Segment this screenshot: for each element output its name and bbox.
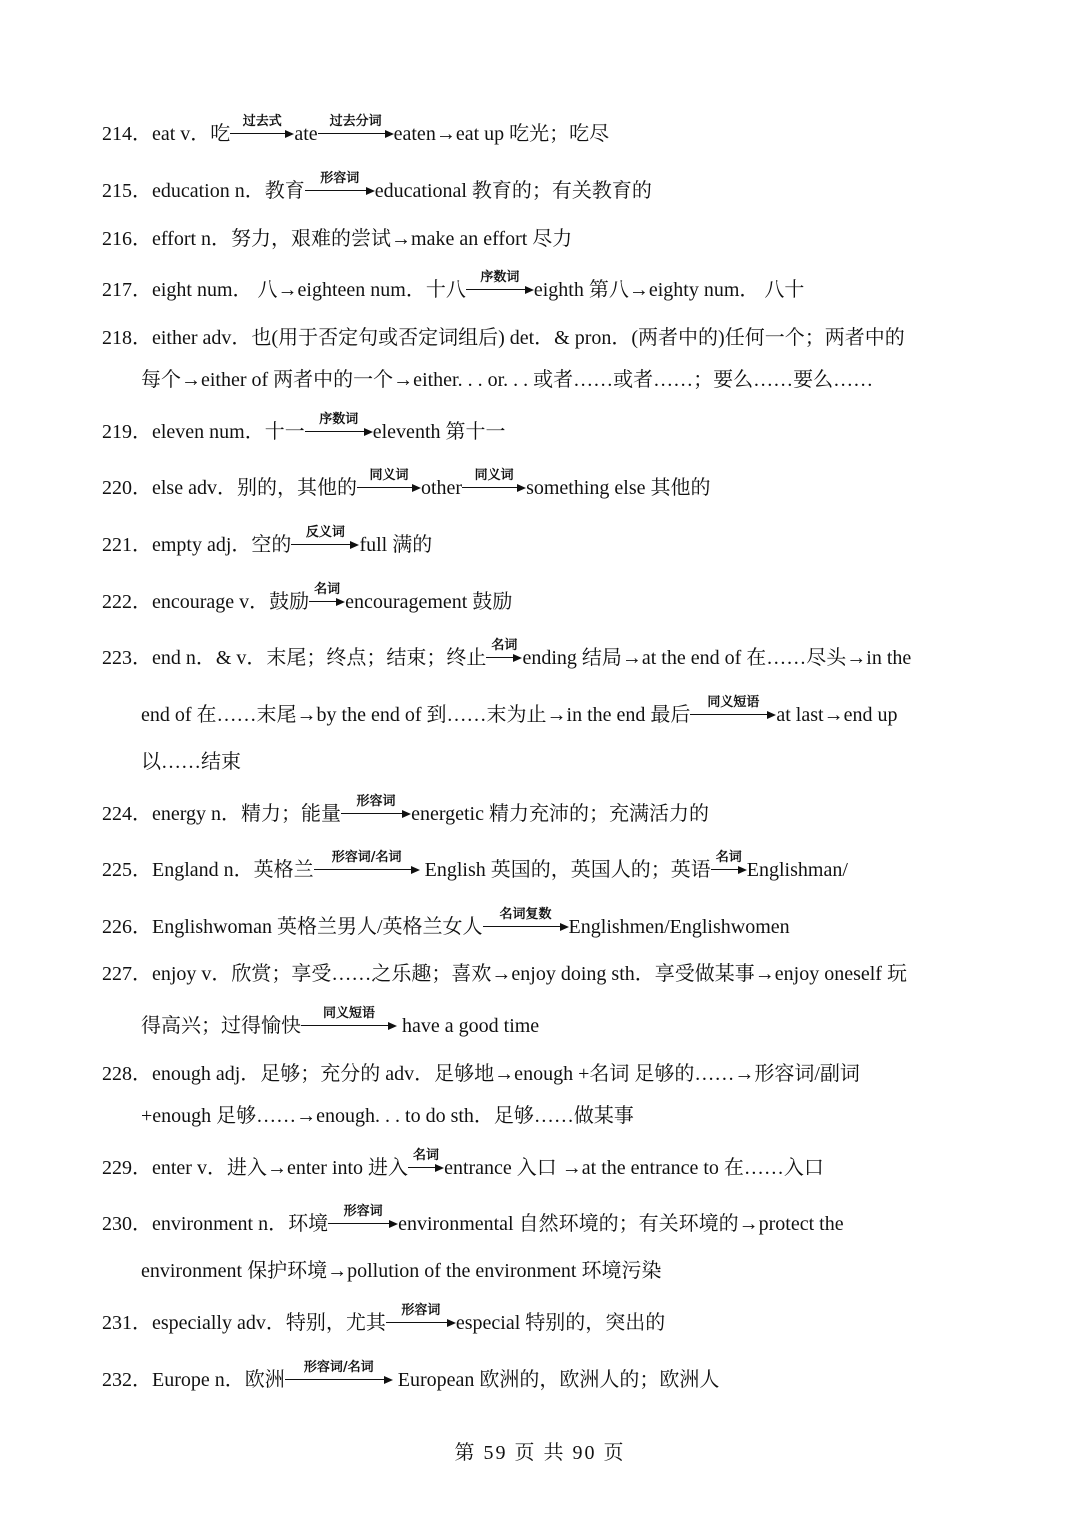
entry-line	[102, 412, 506, 444]
entry-text: 230．environment n．环境	[102, 1213, 329, 1235]
arrow-relation	[711, 850, 747, 876]
entry-text: full 满的	[359, 534, 433, 556]
entry-text: something else 其他的	[526, 477, 711, 499]
arrow-relation	[328, 1204, 398, 1230]
entry-text: 214．eat v．吃	[102, 123, 231, 145]
entry-continuation-line	[141, 695, 898, 727]
entry-text: eighth 第八→eighty num． 八十	[533, 279, 805, 301]
entry-continuation-line	[141, 368, 873, 392]
entry-text: 以……结束	[141, 751, 241, 773]
arrow-label: 同义词	[474, 468, 514, 483]
arrow-label: 反义词	[305, 525, 345, 540]
arrow-shaft	[309, 601, 338, 602]
entry-text: 228．enough adj．足够；充分的 adv．足够地→enough +名词 足够的……→形容词/副词	[102, 1063, 860, 1085]
entry-line	[102, 1062, 860, 1086]
arrow-label: 名词	[491, 638, 518, 653]
entry-text: European 欧洲的，欧洲人的；欧洲人	[392, 1369, 720, 1391]
arrow-shaft	[690, 714, 769, 715]
arrow-head-icon	[384, 1376, 393, 1384]
entry-text: 220．else adv．别的，其他的	[102, 477, 357, 499]
arrow-relation	[486, 638, 522, 664]
arrow-relation	[305, 412, 373, 438]
entry-text: 每个→either of 两者中的一个→either. . . or. . . 或者……或者……；要么……要么……	[141, 369, 874, 391]
arrow-shaft	[462, 487, 519, 488]
arrow-relation	[314, 850, 420, 876]
arrow-shaft	[483, 926, 562, 927]
arrow-relation	[318, 114, 394, 140]
entry-text: ate	[294, 123, 318, 145]
arrow-head-icon	[447, 1319, 456, 1327]
entry-line	[102, 270, 805, 302]
entry-text: 222．encourage v．鼓励	[102, 591, 310, 613]
entry-text: 224．energy n．精力；能量	[102, 803, 342, 825]
entry-text: English 英国的，英国人的；英语	[419, 859, 711, 881]
entry-continuation-line	[141, 1259, 662, 1283]
arrow-shaft	[486, 657, 515, 658]
entry-text: end of 在……末尾→by the end of 到……末为止→in the end 最后	[141, 704, 691, 726]
entry-continuation-line	[141, 750, 241, 774]
arrow-shaft	[318, 133, 387, 134]
arrow-relation	[466, 270, 534, 296]
arrow-shaft	[230, 133, 287, 134]
arrow-shaft	[408, 1167, 437, 1168]
arrow-head-icon	[389, 1220, 398, 1228]
arrow-label: 同义词	[369, 468, 409, 483]
entry-text: 232．Europe n．欧洲	[102, 1369, 285, 1391]
arrow-relation	[285, 1360, 393, 1386]
arrow-relation	[291, 525, 359, 551]
arrow-shaft	[314, 869, 413, 870]
arrow-head-icon	[513, 654, 522, 662]
arrow-relation	[462, 468, 526, 494]
arrow-head-icon	[517, 484, 526, 492]
arrow-head-icon	[364, 428, 373, 436]
entry-text: 223．end n．& v．末尾；终点；结束；终止	[102, 647, 487, 669]
arrow-head-icon	[435, 1164, 444, 1172]
arrow-relation	[305, 171, 375, 197]
arrow-label: 名词	[314, 582, 341, 597]
entry-text: 215．education n．教育	[102, 180, 305, 202]
arrow-head-icon	[738, 866, 747, 874]
arrow-head-icon	[412, 484, 421, 492]
arrow-shaft	[291, 544, 352, 545]
arrow-label: 形容词	[320, 171, 360, 186]
entry-text: Englishman/	[746, 859, 848, 881]
arrow-label: 过去式	[242, 114, 282, 129]
entry-line	[102, 468, 711, 500]
arrow-label: 形容词/名词	[303, 1360, 374, 1375]
arrow-shaft	[285, 1379, 386, 1380]
arrow-shaft	[305, 431, 366, 432]
entry-text: 226．Englishwoman 英格兰男人/英格兰女人	[102, 916, 483, 938]
arrow-shaft	[386, 1322, 449, 1323]
entry-text: 227．enjoy v．欣赏；享受……之乐趣；喜欢→enjoy doing sth．享受做某事→enjoy oneself 玩	[102, 963, 907, 985]
arrow-relation	[408, 1148, 444, 1174]
arrow-label: 同义短语	[322, 1006, 375, 1021]
arrow-relation	[309, 582, 345, 608]
arrow-label: 同义短语	[707, 695, 760, 710]
entry-line	[102, 907, 790, 939]
arrow-head-icon	[525, 286, 534, 294]
arrow-relation	[341, 794, 411, 820]
entry-line	[102, 582, 513, 614]
entry-line	[102, 171, 652, 203]
entry-line	[102, 1204, 844, 1236]
entry-text: other	[420, 477, 463, 499]
arrow-shaft	[301, 1025, 390, 1026]
arrow-relation	[690, 695, 776, 721]
arrow-shaft	[357, 487, 414, 488]
entry-text: 得高兴；过得愉快	[141, 1015, 301, 1037]
arrow-label: 名词复数	[499, 907, 552, 922]
entry-text: 225．England n．英格兰	[102, 859, 314, 881]
arrow-head-icon	[767, 711, 776, 719]
arrow-head-icon	[285, 130, 294, 138]
entry-continuation-line	[141, 1006, 540, 1038]
entry-text: energetic 精力充沛的；充满活力的	[411, 803, 709, 825]
entry-text: 231．especially adv．特别，尤其	[102, 1312, 386, 1334]
arrow-relation	[386, 1303, 456, 1329]
arrow-head-icon	[402, 810, 411, 818]
entry-text: 216．effort n．努力，艰难的尝试→make an effort 尽力	[102, 228, 573, 250]
entry-text: 229．enter v．进入→enter into 进入	[102, 1157, 409, 1179]
entry-line	[102, 114, 610, 146]
entry-line	[102, 1360, 720, 1392]
arrow-head-icon	[411, 866, 420, 874]
entry-line	[102, 794, 709, 826]
entry-line	[102, 326, 905, 350]
arrow-head-icon	[350, 541, 359, 549]
entry-text: encouragement 鼓励	[345, 591, 513, 613]
arrow-label: 名词	[715, 850, 742, 865]
arrow-head-icon	[388, 1022, 397, 1030]
arrow-relation	[483, 907, 569, 933]
entry-line	[102, 227, 572, 251]
arrow-shaft	[328, 1223, 391, 1224]
arrow-label: 序数词	[480, 270, 520, 285]
entry-text: 217．eight num． 八→eighteen num．十八	[102, 279, 466, 301]
entry-text: eaten→eat up 吃光；吃尽	[393, 123, 610, 145]
entry-line	[102, 1148, 824, 1180]
entry-line	[102, 850, 848, 882]
arrow-label: 形容词/名词	[331, 850, 402, 865]
arrow-shaft	[466, 289, 527, 290]
entry-text: environment 保护环境→pollution of the environment 环境污染	[141, 1260, 662, 1282]
arrow-shaft	[305, 190, 368, 191]
entry-text: ending 结局→at the end of 在……尽头→in the	[522, 647, 912, 669]
entry-line	[102, 962, 907, 986]
arrow-shaft	[341, 813, 404, 814]
arrow-relation	[301, 1006, 397, 1032]
arrow-relation	[230, 114, 294, 140]
entry-text: educational 教育的；有关教育的	[374, 180, 652, 202]
arrow-relation	[357, 468, 421, 494]
entry-text: 218．either adv．也(用于否定句或否定词组后) det．& pron．(两者中的)任何一个；两者中的	[102, 327, 905, 349]
entry-continuation-line	[141, 1104, 634, 1128]
entry-text: +enough 足够……→enough. . . to do sth．足够……做某事	[141, 1105, 634, 1127]
entry-text: 221．empty adj．空的	[102, 534, 292, 556]
page-footer: 第 59 页 共 90 页	[454, 1442, 626, 1464]
arrow-label: 名词	[413, 1148, 440, 1163]
arrow-head-icon	[336, 598, 345, 606]
arrow-label: 形容词	[401, 1303, 441, 1318]
entry-text: environmental 自然环境的；有关环境的→protect the	[398, 1213, 844, 1235]
arrow-head-icon	[385, 130, 394, 138]
entry-text: Englishmen/Englishwomen	[568, 916, 790, 938]
entry-line	[102, 525, 433, 557]
entry-text: entrance 入口 →at the entrance to 在……入口	[444, 1157, 824, 1179]
arrow-label: 序数词	[319, 412, 359, 427]
entry-line	[102, 1303, 666, 1335]
entry-text: eleventh 第十一	[372, 421, 506, 443]
arrow-head-icon	[366, 187, 375, 195]
entry-text: at last→end up	[776, 704, 898, 726]
arrow-head-icon	[560, 923, 569, 931]
arrow-label: 形容词	[343, 1204, 383, 1219]
entry-text: have a good time	[397, 1015, 540, 1037]
entry-text: especial 特别的，突出的	[455, 1312, 666, 1334]
arrow-shaft	[711, 869, 740, 870]
entry-text: 219．eleven num．十一	[102, 421, 305, 443]
arrow-label: 过去分词	[329, 114, 382, 129]
entry-line	[102, 638, 912, 670]
arrow-label: 形容词	[356, 794, 396, 809]
